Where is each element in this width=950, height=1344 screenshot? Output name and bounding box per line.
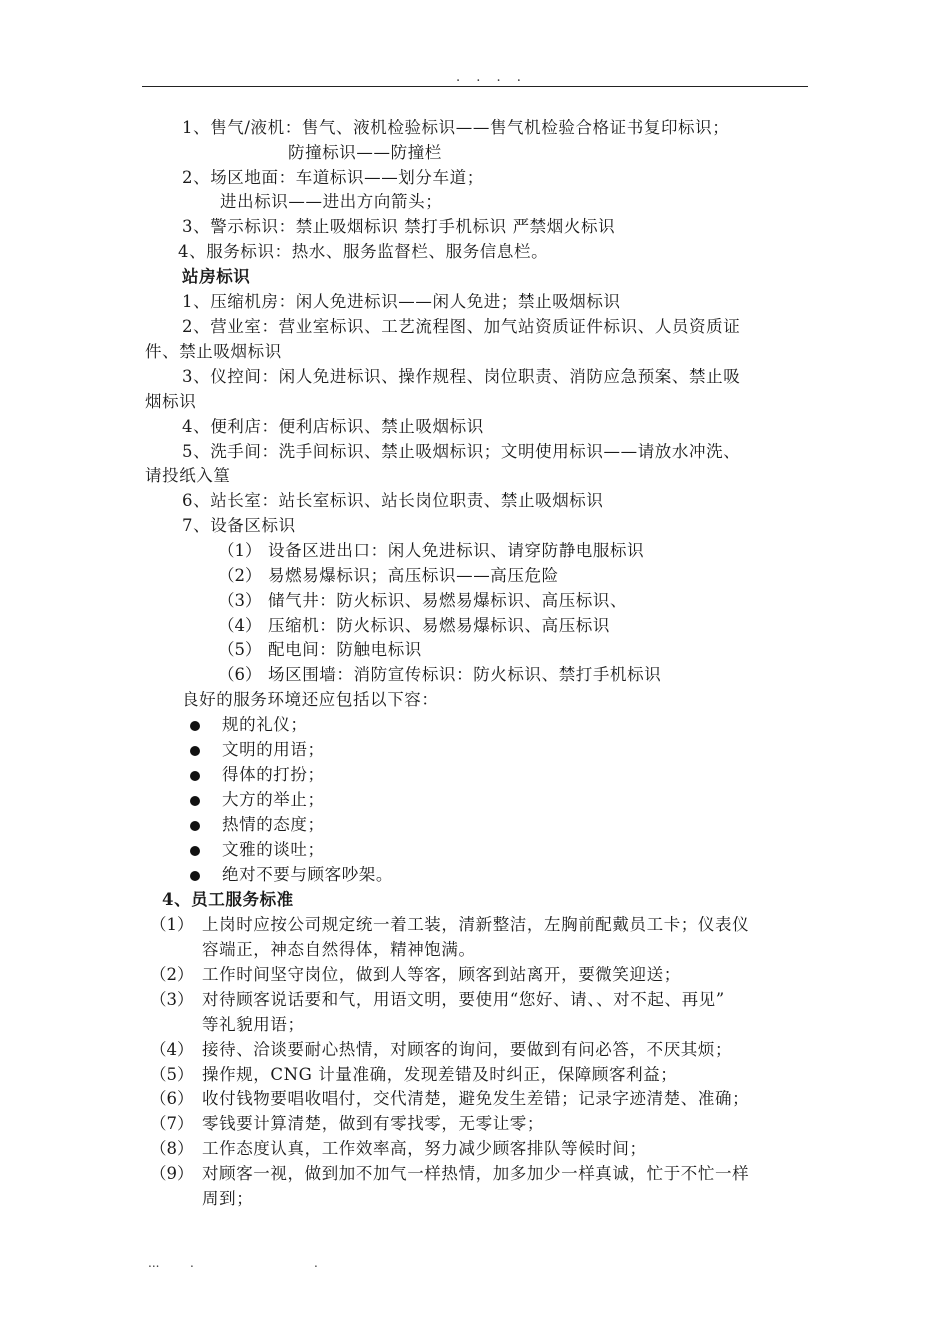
item-number: （5） [150, 1065, 194, 1084]
sub-item-number: （6） [218, 665, 262, 684]
footer-dots: ... [148, 1256, 160, 1270]
item-text: 工作时间坚守岗位，做到人等客，顾客到站离开，要微笑迎送； [202, 965, 681, 984]
sub-item-text: 储气井：防火标识、易燃易爆标识、高压标识、 [268, 591, 628, 610]
item-text: 上岗时应按公司规定统一着工装，清新整洁，左胸前配戴员工卡；仪表仪 [202, 915, 750, 934]
bullet-icon [190, 721, 200, 731]
header-rule [142, 86, 808, 87]
bullet-icon [190, 796, 200, 806]
sub-item-text: 易燃易爆标识；高压标识——高压危险 [268, 566, 559, 585]
sub-item-number: （2） [218, 566, 262, 585]
sub-item-number: （5） [218, 640, 262, 659]
item-number: （2） [150, 965, 194, 984]
item-number: （4） [150, 1040, 194, 1059]
item-number: （1） [150, 915, 194, 934]
text-line: 7、设备区标识 [182, 516, 296, 535]
bullet-icon [190, 846, 200, 856]
text-line: 1、售气/液机：售气、液机检验标识——售气机检验合格证书复印标识； [182, 118, 730, 137]
sub-item-text: 压缩机：防火标识、易燃易爆标识、高压标识 [268, 616, 610, 635]
item-text: 收付钱物要唱收唱付，交代清楚，避免发生差错；记录字迹清楚、准确； [202, 1089, 750, 1108]
item-text-cont: 等礼貌用语； [202, 1015, 305, 1034]
footer-dot: . [314, 1256, 318, 1270]
footer-dot: . [190, 1256, 194, 1270]
item-number: （8） [150, 1139, 194, 1158]
header-dots: . . . . [456, 70, 527, 85]
item-text: 工作态度认真，工作效率高，努力减少顾客排队等候时间； [202, 1139, 647, 1158]
item-number: （3） [150, 990, 194, 1009]
text-line: 2、场区地面：车道标识——划分车道； [182, 168, 484, 187]
bullet-text: 规的礼仪； [222, 715, 308, 734]
bullet-icon [190, 821, 200, 831]
text-line: 进出标识——进出方向箭头； [220, 192, 443, 211]
item-text: 接待、洽谈要耐心热情，对顾客的询问，要做到有问必答，不厌其烦； [202, 1040, 733, 1059]
sub-item-number: （1） [218, 541, 262, 560]
item-text-cont: 周到； [202, 1189, 254, 1208]
text-line: 2、营业室：营业室标识、工艺流程图、加气站资质证件标识、人员资质证 [182, 317, 741, 336]
text-line: 3、警示标识：禁止吸烟标识 禁打手机标识 严禁烟火标识 [182, 217, 616, 236]
sub-item-number: （4） [218, 616, 262, 635]
text-line: 良好的服务环境还应包括以下容： [182, 690, 439, 709]
sub-item-number: （3） [218, 591, 262, 610]
text-line: 4、便利店：便利店标识、禁止吸烟标识 [182, 417, 484, 436]
bullet-text: 大方的举止； [222, 790, 325, 809]
text-line: 请投纸入篁 [145, 466, 231, 485]
bullet-text: 热情的态度； [222, 815, 325, 834]
sub-item-text: 场区围墙：消防宣传标识：防火标识、禁打手机标识 [268, 665, 662, 684]
text-line: 3、仪控间：闲人免进标识、操作规程、岗位职责、消防应急预案、禁止吸 [182, 367, 741, 386]
item-number: （6） [150, 1089, 194, 1108]
item-number: （7） [150, 1114, 194, 1133]
bullet-icon [190, 871, 200, 881]
sub-item-text: 设备区进出口：闲人免进标识、请穿防静电服标识 [268, 541, 645, 560]
bullet-icon [190, 746, 200, 756]
item-text: 操作规，CNG 计量准确，发现差错及时纠正，保障顾客利益； [202, 1065, 678, 1084]
text-line: 防撞标识——防撞栏 [288, 143, 442, 162]
bullet-text: 文明的用语； [222, 740, 325, 759]
text-line: 6、站长室：站长室标识、站长岗位职责、禁止吸烟标识 [182, 491, 604, 510]
item-text: 对待顾客说话要和气，用语文明，要使用“您好、请、、对不起、再见” [202, 990, 725, 1009]
section-heading: 4、员工服务标准 [162, 890, 294, 909]
text-line: 件、禁止吸烟标识 [145, 342, 282, 361]
text-line: 烟标识 [145, 392, 197, 411]
sub-item-text: 配电间：防触电标识 [268, 640, 422, 659]
bullet-text: 得体的打扮； [222, 765, 325, 784]
section-heading: 站房标识 [182, 267, 251, 286]
bullet-icon [190, 771, 200, 781]
bullet-text: 绝对不要与顾客吵架。 [222, 865, 393, 884]
item-text: 对顾客一视，做到加不加气一样热情，加多加少一样真诚，忙于不忙一样 [202, 1164, 750, 1183]
text-line: 1、压缩机房：闲人免进标识——闲人免进；禁止吸烟标识 [182, 292, 621, 311]
text-line: 4、服务标识：热水、服务监督栏、服务信息栏。 [178, 242, 549, 261]
item-number: （9） [150, 1164, 194, 1183]
item-text: 零钱要计算清楚，做到有零找零，无零让零； [202, 1114, 544, 1133]
bullet-text: 文雅的谈吐； [222, 840, 325, 859]
item-text-cont: 容端正，神态自然得体，精神饱满。 [202, 940, 476, 959]
text-line: 5、洗手间：洗手间标识、禁止吸烟标识；文明使用标识——请放水冲洗、 [182, 442, 741, 461]
